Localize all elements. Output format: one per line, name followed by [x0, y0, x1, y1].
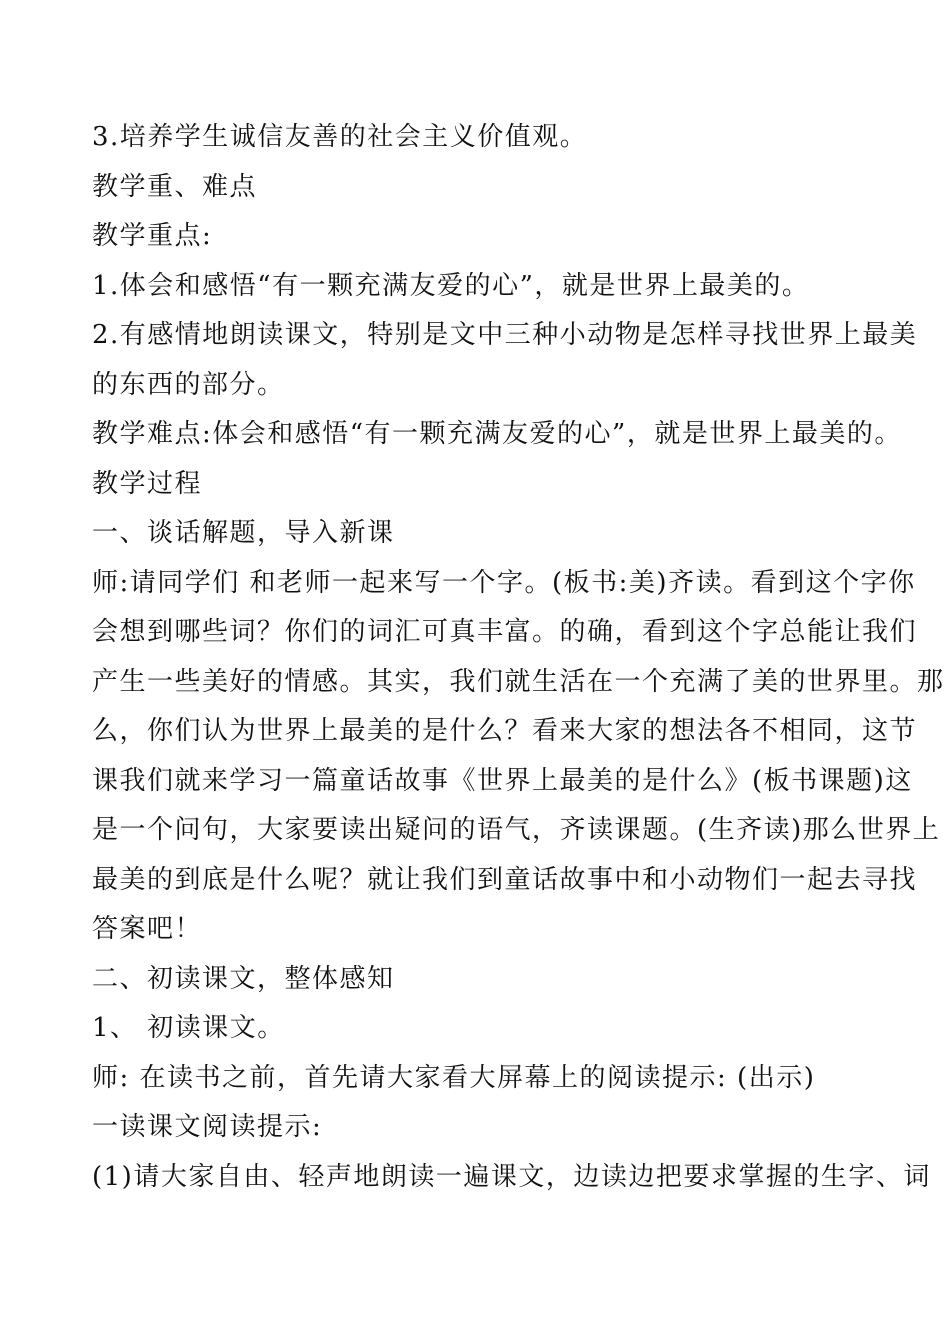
section-2-heading: 二、初读课文，整体感知 [92, 963, 395, 994]
paragraph-line: 会想到哪些词？你们的词汇可真丰富。的确，看到这个字总能让我们 [92, 617, 918, 647]
key-point-2-continuation: 的东西的部分。 [92, 369, 285, 400]
paragraph-line: 产生一些美好的情感。其实，我们就生活在一个充满了美的世界里。那 [92, 666, 945, 697]
reading-tips-heading: 一读课文阅读提示: [92, 1112, 323, 1142]
teacher-instruction-line: 师: 在读书之前，首先请大家看大屏幕上的阅读提示: (出示) [92, 1062, 816, 1093]
paragraph-line: 答案吧！ [92, 914, 203, 944]
paragraph-line: 是一个问句，大家要读出疑问的语气，齐读课题。(生齐读)那么世界上 [92, 815, 941, 845]
goal-3-line: 3.培养学生诚信友善的社会主义价值观。 [92, 122, 588, 152]
key-point-1-line: 1.体会和感悟“有一颗充满友爱的心”，就是世界上最美的。 [92, 270, 810, 301]
key-point-2-line: 2.有感情地朗读课文，特别是文中三种小动物是怎样寻找世界上最美 [92, 320, 918, 350]
document-body [92, 113, 945, 1202]
paragraph-line: 师:请同学们 和老师一起来写一个字。(板书:美)齐读。看到这个字你 [92, 567, 916, 598]
paragraph-line: 课我们就来学习一篇童话故事《世界上最美的是什么》(板书课题)这 [92, 765, 913, 796]
difficult-point-line: 教学难点:体会和感悟“有一颗充满友爱的心”，就是世界上最美的。 [92, 419, 902, 449]
section-1-heading: 一、谈话解题，导入新课 [92, 518, 395, 548]
heading-teaching-process: 教学过程 [92, 468, 203, 499]
step-1-line: 1、 初读课文。 [92, 1013, 285, 1043]
heading-key-difficult-points: 教学重、难点 [92, 171, 258, 202]
paragraph-line: 最美的到底是什么呢？就让我们到童话故事中和小动物们一起去寻找 [92, 864, 918, 895]
reading-tip-1-line: (1)请大家自由、轻声地朗读一遍课文，边读边把要求掌握的生字、词 [92, 1161, 931, 1192]
heading-key-points: 教学重点: [92, 221, 213, 251]
paragraph-line: 么，你们认为世界上最美的是什么？看来大家的想法各不相同，这节 [92, 716, 918, 746]
